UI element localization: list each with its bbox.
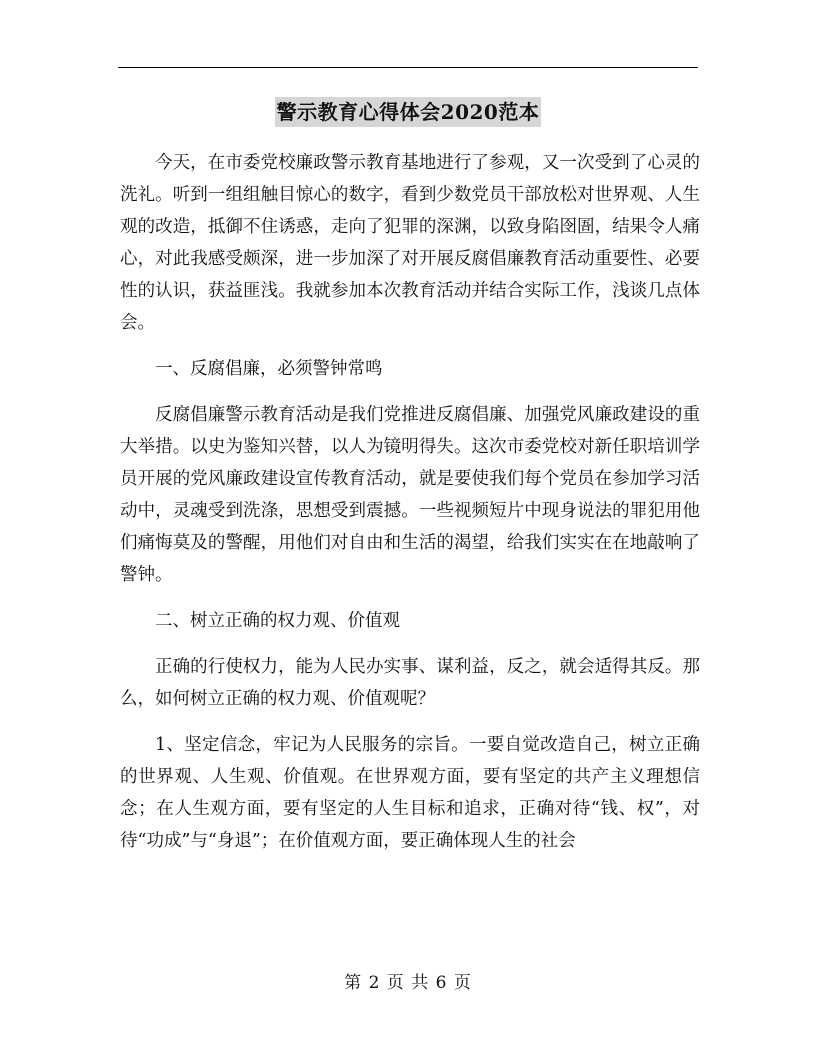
paragraph-section-2: 正确的行使权力，能为人民办实事、谋利益，反之，就会适得其反。那么，如何树立正确的权力观、价值观呢？	[120, 657, 700, 709]
document-body	[120, 147, 700, 857]
title-container	[0, 97, 816, 127]
page-number-footer: 第 2 页 共 6 页	[344, 973, 472, 993]
document-title: 警示教育心得体会2020范本	[275, 97, 542, 127]
paragraph-section-1: 反腐倡廉警示教育活动是我们党推进反腐倡廉、加强党风廉政建设的重大举措。以史为鉴知兴替，以人为镜明得失。这次市委党校对新任职培训学员开展的党风廉政建设宣传教育活动，就是要使我们每个党员在参加学习活动中，灵魂受到洗涤，思想受到震撼。一些视频短片中现身说法的罪犯用他们痛悔莫及的警醒，用他们对自由和生活的渴望，给我们实实在在地敲响了警钟。	[120, 405, 700, 585]
paragraph-intro: 今天，在市委党校廉政警示教育基地进行了参观，又一次受到了心灵的洗礼。听到一组组触目惊心的数字，看到少数党员干部放松对世界观、人生观的改造，抵御不住诱惑，走向了犯罪的深渊，以致身陷囹圄，结果令人痛心，对此我感受颇深，进一步加深了对开展反腐倡廉教育活动重要性、必要性的认识，获益匪浅。我就参加本次教育活动并结合实际工作，浅谈几点体会。	[120, 153, 700, 333]
paragraph-point-1: 1、坚定信念，牢记为人民服务的宗旨。一要自觉改造自己，树立正确的世界观、人生观、价值观。在世界观方面，要有坚定的共产主义理想信念；在人生观方面，要有坚定的人生目标和追求，正确对待“钱、权”，对待“功成”与“身退”；在价值观方面，要正确体现人生的社会	[120, 735, 700, 851]
section-heading-2: 二、树立正确的权力观、价值观	[155, 611, 400, 631]
section-heading-1: 一、反腐倡廉，必须警钟常鸣	[155, 359, 383, 379]
header-rule	[118, 67, 698, 68]
